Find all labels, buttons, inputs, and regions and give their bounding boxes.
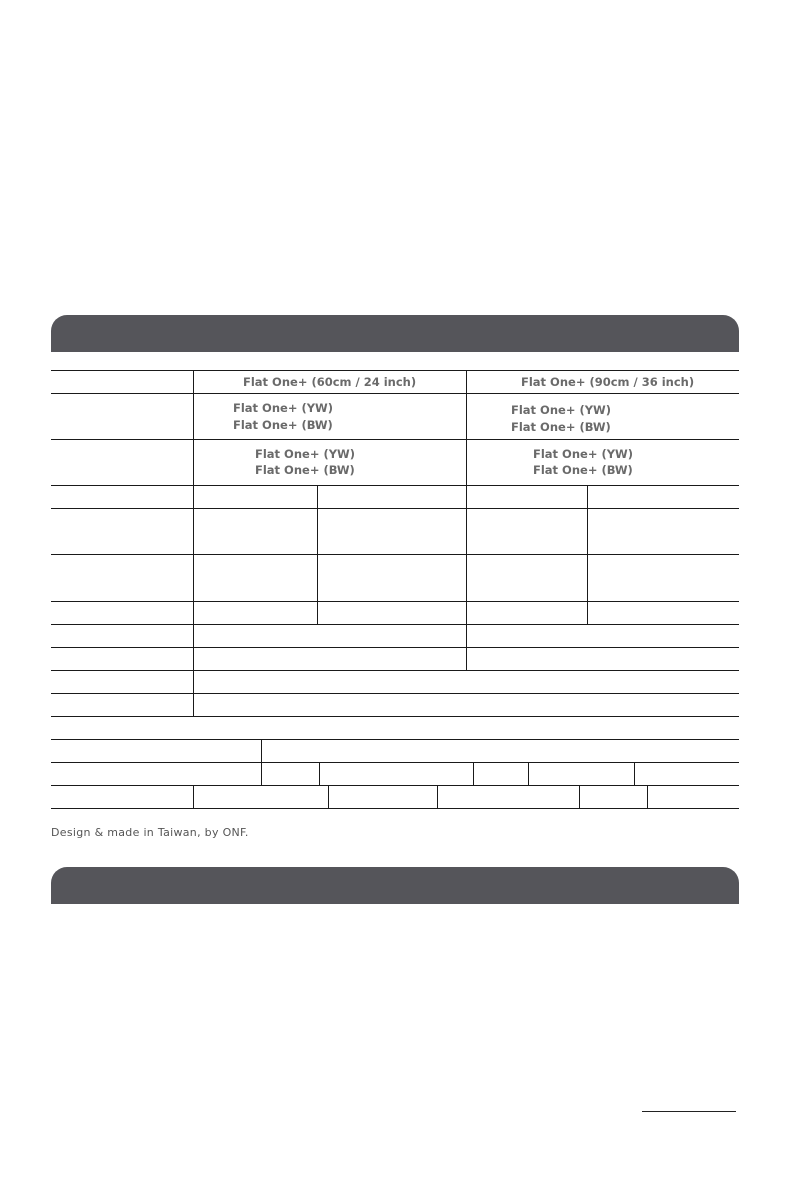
section-header-band-top [51, 315, 739, 352]
variant-90-bw: Flat One+ (BW) [511, 420, 611, 434]
variant-60-yw: Flat One+ (YW) [233, 401, 333, 415]
variant2-60-bw: Flat One+ (BW) [255, 463, 355, 477]
variant2-90-bw: Flat One+ (BW) [533, 463, 633, 477]
variant-90-yw: Flat One+ (YW) [511, 403, 611, 417]
model-header-90cm: Flat One+ (90cm / 36 inch) [521, 375, 695, 389]
section-header-band-bottom [51, 867, 739, 904]
variant2-60-yw: Flat One+ (YW) [255, 447, 355, 461]
model-header-60cm: Flat One+ (60cm / 24 inch) [243, 375, 417, 389]
variant-60-bw: Flat One+ (BW) [233, 418, 333, 432]
variant2-90-yw: Flat One+ (YW) [533, 447, 633, 461]
page-rule [642, 1111, 736, 1112]
footer-note: Design & made in Taiwan, by ONF. [51, 826, 249, 839]
